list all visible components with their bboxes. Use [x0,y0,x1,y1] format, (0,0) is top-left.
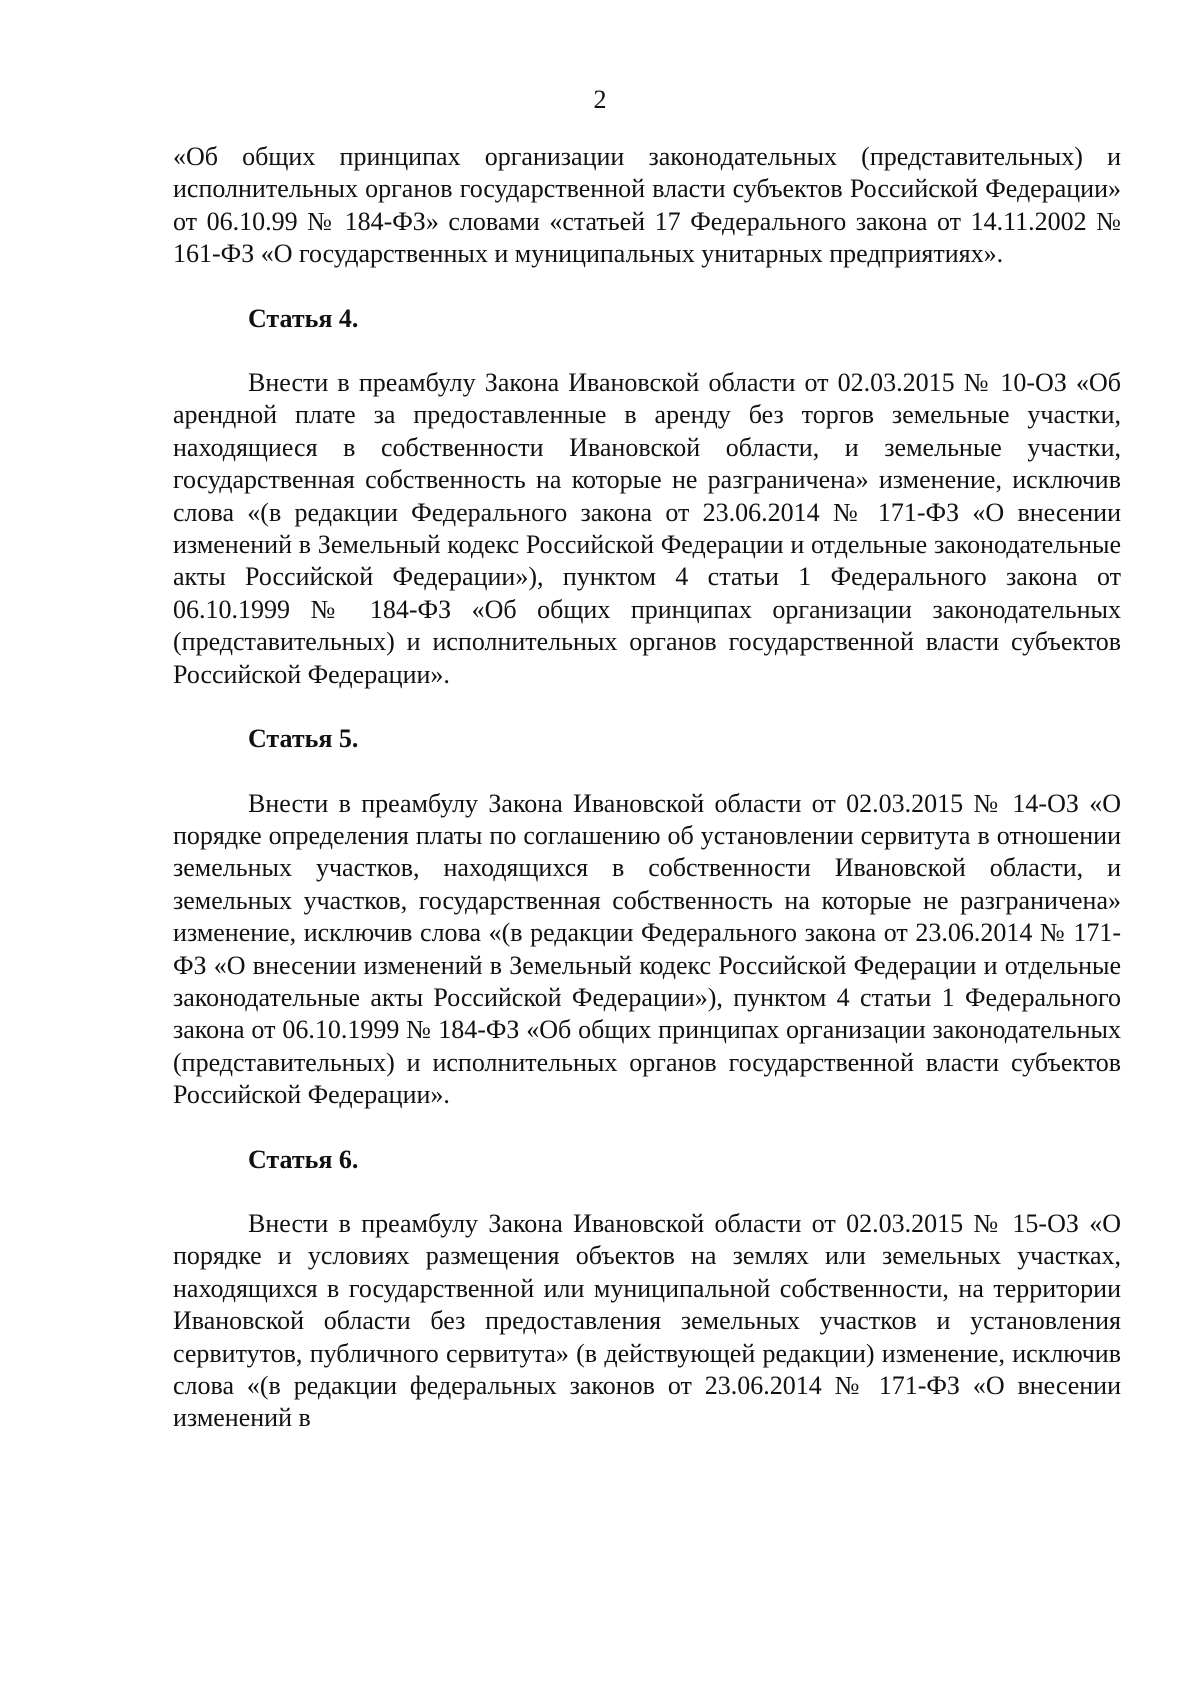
article-5-text: Внести в преамбулу Закона Ивановской области от 02.03.2015 № 14-ОЗ «О порядке определения платы по соглашению об установлении сервитута в отношении земельных участков, находящихся в собственности Ивановской области, и земельных участков, государственная собственность на которые не разграничена» изменение, исключив слова «(в редакции Федерального закона от 23.06.2014 № 171-ФЗ «О внесении изменений в Земельный кодекс Российской Федерации и отдельные законодательные акты Российской Федерации»), пунктом 4 статьи 1 Федерального закона от 06.10.1999 № 184-ФЗ «Об общих принципах организации законодательных (представительных) и исполнительных органов государственной власти субъектов Российской Федерации». [173,788,1121,1110]
page-number: 2 [593,85,607,114]
document-body [173,141,1121,1435]
article-4-text: Внести в преамбулу Закона Ивановской области от 02.03.2015 № 10-ОЗ «Об арендной плате за предоставленные в аренду без торгов земельные участки, находящиеся в собственности Ивановской области, и земельные участки, государственная собственность на которые не разграничена» изменение, исключив слова «(в редакции Федерального закона от 23.06.2014 № 171-ФЗ «О внесении изменений в Земельный кодекс Российской Федерации и отдельные законодательные акты Российской Федерации»), пунктом 4 статьи 1 Федерального закона от 06.10.1999 № 184-ФЗ «Об общих принципах организации законодательных (представительных) и исполнительных органов государственной власти субъектов Российской Федерации». [173,368,1121,689]
article-6-text: Внести в преамбулу Закона Ивановской области от 02.03.2015 № 15-ОЗ «О порядке и условиях размещения объектов на землях или земельных участках, находящихся в государственной или муниципальной собственности, на территории Ивановской области без предоставления земельных участков и установления сервитутов, публичного сервитута» (в действующей редакции) изменение, исключив слова «(в редакции федеральных законов от 23.06.2014 № 171-ФЗ «О внесении изменений в [173,1208,1121,1433]
article-4-heading: Статья 4. [248,303,359,333]
article-6-heading: Статья 6. [248,1144,359,1174]
article-5-heading: Статья 5. [248,724,359,754]
intro-paragraph: «Об общих принципах организации законодательных (представительных) и исполнительных органов государственной власти субъектов Российской Федерации» от 06.10.99 № 184-ФЗ» словами «статьей 17 Федерального закона от 14.11.2002 № 161-ФЗ «О государственных и муниципальных унитарных предприятиях». [173,142,1121,269]
